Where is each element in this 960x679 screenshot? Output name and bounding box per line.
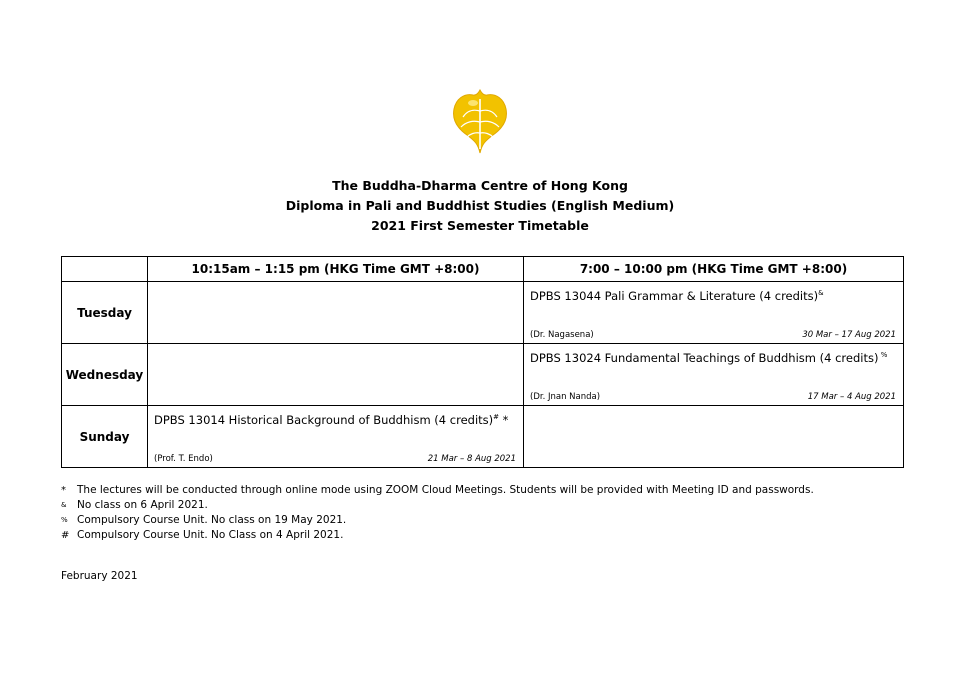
course-dates: 21 Mar – 8 Aug 2021: [427, 453, 516, 464]
table-row: [62, 406, 904, 468]
lecturer: (Dr. Nagasena): [530, 329, 594, 340]
lecturer: (Dr. Jnan Nanda): [530, 391, 601, 402]
header-evening-slot: 7:00 – 10:00 pm (HKG Time GMT +8:00): [524, 257, 904, 282]
org-title: The Buddha-Dharma Centre of Hong Kong: [332, 178, 628, 193]
footnote-text: No class on 6 April 2021.: [77, 499, 208, 511]
empty-slot: [524, 406, 904, 468]
semester-title: 2021 First Semester Timetable: [371, 218, 589, 233]
table-row: [62, 282, 904, 344]
lecturer: (Prof. T. Endo): [154, 453, 213, 464]
course-dates: 30 Mar – 17 Aug 2021: [802, 329, 896, 340]
footnote-symbol: &: [61, 501, 67, 509]
footnote-text: Compulsory Course Unit. No class on 19 May 2021.: [77, 514, 347, 526]
header-morning-slot: 10:15am – 1:15 pm (HKG Time GMT +8:00): [148, 257, 524, 282]
footnote-text: Compulsory Course Unit. No Class on 4 April 2021.: [77, 529, 344, 541]
bodhi-leaf-logo: [451, 89, 509, 155]
footnote-mark: %: [878, 350, 888, 359]
footnote-symbol: #: [61, 530, 70, 541]
document-header: [0, 176, 960, 236]
footnotes: [61, 483, 814, 543]
day-cell: Tuesday: [62, 282, 148, 344]
footnote-text: The lectures will be conducted through online mode using ZOOM Cloud Meetings. Students will be provided with Meeting ID and passwords.: [77, 484, 814, 496]
footnote: [61, 483, 814, 498]
course-dates: 17 Mar – 4 Aug 2021: [807, 391, 896, 402]
course-slot: [524, 282, 904, 344]
timetable: [61, 256, 904, 468]
day-cell: Sunday: [62, 406, 148, 468]
course-title: DPBS 13024 Fundamental Teachings of Buddhism (4 credits) %: [530, 350, 888, 365]
header-blank: [62, 257, 148, 282]
footnote-mark: &: [818, 288, 824, 297]
footnote-mark-2: *: [499, 412, 509, 427]
footnote-symbol: *: [61, 485, 66, 496]
footnote: [61, 528, 814, 543]
empty-slot: [148, 344, 524, 406]
empty-slot: [148, 282, 524, 344]
footnote-symbol: %: [61, 516, 68, 524]
footnote-mark: #: [493, 412, 499, 421]
course-title: DPBS 13014 Historical Background of Buddhism (4 credits)# *: [154, 412, 509, 427]
document-date: February 2021: [61, 570, 138, 582]
day-cell: Wednesday: [62, 344, 148, 406]
program-title: Diploma in Pali and Buddhist Studies (English Medium): [285, 198, 675, 213]
footnote: [61, 513, 814, 528]
course-slot: [148, 406, 524, 468]
course-title: DPBS 13044 Pali Grammar & Literature (4 credits)&: [530, 288, 824, 303]
table-row: [62, 344, 904, 406]
timetable-header-row: [62, 257, 904, 282]
footnote: [61, 498, 814, 513]
course-slot: [524, 344, 904, 406]
